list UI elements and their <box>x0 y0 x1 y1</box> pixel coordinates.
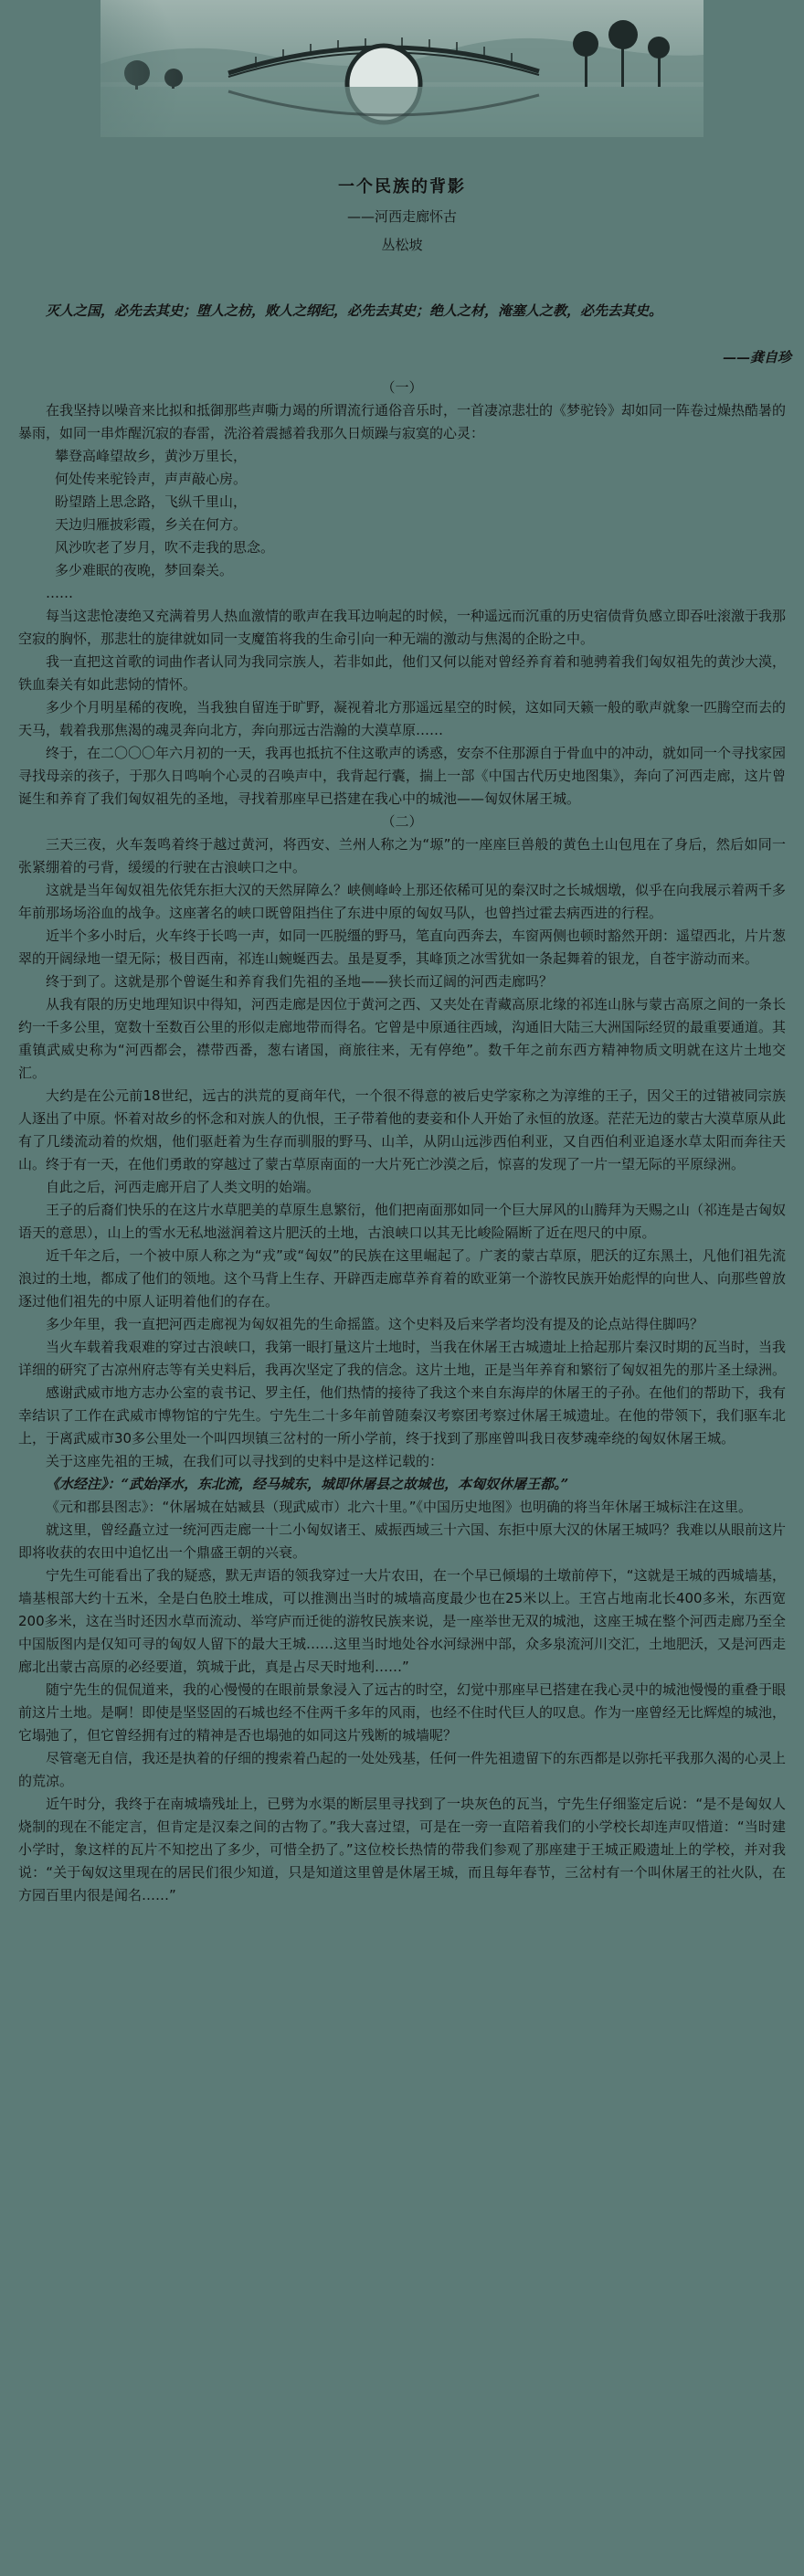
poem-block <box>18 445 786 582</box>
paragraph: 随宁先生的侃侃道来，我的心慢慢的在眼前景象浸入了远古的时空，幻觉中那座早已搭建在我心灵中的城池慢慢的重叠于眼前这片土地。是啊！即使是坚竖固的石城也经不住两千多年的风雨，也经不住时代巨人的叹息。作为一座曾经无比辉煌的城池，它塌弛了，但它曾经拥有过的精神是否也塌弛的如同这片残断的城墙呢？ <box>18 1681 787 1744</box>
paragraph: 多少个月明星稀的夜晚，当我独自留连于旷野，凝视着北方那遥远星空的时候，这如同天籁一般的歌声就象一匹腾空而去的天马，载着我那焦渴的魂灵奔向北方，奔向那远古浩瀚的大漠草原…… <box>18 699 787 738</box>
poem-line: 多少难眠的夜晚，梦回秦关。 <box>55 562 234 578</box>
paragraph: 自此之后，河西走廊开启了人类文明的始端。 <box>46 1179 321 1195</box>
paragraph: 多少年里，我一直把河西走廊视为匈奴祖先的生命摇篮。这个史料及后来学者均没有提及的论点站得住脚吗？ <box>46 1316 704 1332</box>
paragraph: 终于，在二〇〇〇年六月初的一天，我再也抵抗不住这歌声的诱惑，安奈不住那源自于骨血中的冲动，就如同一个寻找家园寻找母亲的孩子，于那久日鸣响个心灵的召唤声中，我背起行囊，揣上一部《中国古代历史地图集》，奔向了河西走廊，这片曾诞生和养育了我们匈奴祖先的圣地，寻找着那座早已搭建在我心中的城池——匈奴休屠王城。 <box>18 745 787 807</box>
article-subtitle: ——河西走廊怀古 <box>346 208 457 225</box>
paragraph: 我一直把这首歌的词曲作者认同为我同宗族人，若非如此，他们又何以能对曾经养育着和驰骋着我们匈奴祖先的黄沙大漠，铁血秦关有如此悲恸的情怀。 <box>18 653 787 693</box>
paragraph: 当火车载着我艰难的穿过古浪峡口，我第一眼打量这片土地时，当我在休屠王古城遗址上拾起那片秦汉时期的瓦当时，当我详细的研究了古凉州府志等有关史料后，我再次坚定了我的信念。这片土地，正是当年养育和繁衍了匈奴祖先的那片圣土绿洲。 <box>18 1339 787 1378</box>
paragraph: 近半个多小时后，火车终于长鸣一声，如同一匹脱缰的野马，笔直向西奔去，车窗两侧也顿时豁然开朗：遥望西北，片片葱翠的开阔绿地一望无际；极目西南，祁连山蜿蜒西去。虽是夏季，其峰顶之冰雪犹如一条起舞着的银龙，自苍宇游动而来。 <box>18 928 787 967</box>
paragraph: 从我有限的历史地理知识中得知，河西走廊是因位于黄河之西、又夹处在青藏高原北缘的祁连山脉与蒙古高原之间的一条长约一千多公里，宽数十至数百公里的形似走廊地带而得名。它曾是中原通往西域，沟通旧大陆三大洲国际经贸的最重要通道。其重镇武威史称为“河西都会，襟带西番，葱右诸国，商旅往来，无有停绝”。数千年之前东西方精神物质文明就在这片土地交汇。 <box>18 996 787 1081</box>
article-author: 丛松坡 <box>381 237 423 253</box>
paragraph: 尽管毫无自信，我还是执着的仔细的搜索着凸起的一处处残基，任何一件先祖遗留下的东西都是以弥托平我那久渴的心灵上的荒凉。 <box>18 1750 787 1789</box>
section-heading-2: （二） <box>381 813 423 830</box>
article-title: 一个民族的背影 <box>338 177 466 196</box>
poem-line: 何处传来驼铃声，声声敲心房。 <box>55 471 248 487</box>
poem-line: 风沙吹老了岁月，吹不走我的思念。 <box>55 539 275 556</box>
paragraph: 《元和郡县图志》：“休屠城在姑臧县（现武威市）北六十里。”《中国历史地图》也明确的将当年休屠王城标注在这里。 <box>46 1499 753 1515</box>
epigraph-source: ——龚自珍 <box>722 349 791 366</box>
paragraph: 宁先生可能看出了我的疑惑，默无声语的领我穿过一大片农田，在一个早已倾塌的土墩前停下，“这就是王城的西城墙基，墙基根部大约十五米，全是白色胶土堆成，可以推测出当时的城墙高度最少也在25米以上。王宫占地南北长400多米，东西宽200多米，这在当时还因水草而流动、举穹庐而迁徙的游牧民族来说，是一座举世无双的城池，这座王城在整个河西走廊乃至全中国版图内是仅知可寻的匈奴人留下的最大王城……这里当时地处谷水河绿洲中部，众多泉流河川交汇，土地肥沃，又是河西走廊北出蒙古高原的必经要道，筑城于此，真是占尽天时地利……” <box>18 1567 787 1675</box>
ellipsis: …… <box>46 585 73 601</box>
poem-line: 盼望踏上思念路，飞纵千里山， <box>55 493 248 510</box>
quote-paragraph: 《水经注》：“武始泽水，东北流，经马城东，城即休屠县之故城也，本匈奴休屠王都。” <box>46 1476 569 1492</box>
section-heading-1: （一） <box>381 379 423 396</box>
poem-line: 天边归雁披彩霞，乡关在何方。 <box>55 516 248 533</box>
article-body <box>18 376 786 1907</box>
paragraph: 近午时分，我终于在南城墙残址上，已劈为水渠的断层里寻找到了一块灰色的瓦当，宁先生仔细鉴定后说：“是不是匈奴人烧制的现在不能定言，但肯定是汉秦之间的古物了。”我大喜过望，可是在一旁一直陪着我们的小学校长却连声叹惜道：“当时建小学时，象这样的瓦片不知挖出了多少，可惜全扔了。”这位校长热情的带我们参观了那座建于王城正殿遗址上的学校，并对我说：“关于匈奴这里现在的居民们很少知道，只是知道这里曾是休屠王城，而且每年春节，三岔村有一个叫休屠王的社火队，在方园百里内很是闻名……” <box>18 1796 786 1903</box>
poem-line: 攀登高峰望故乡，黄沙万里长， <box>55 448 248 464</box>
paragraph: 在我坚持以噪音来比拟和抵御那些声嘶力竭的所谓流行通俗音乐时，一首凄凉悲壮的《梦驼铃》却如同一阵卷过燥热酷暑的暴雨，如同一串炸醒沉寂的春雷，洗浴着震撼着我那久日烦躁与寂寞的心灵： <box>18 402 787 441</box>
epigraph-text: 灭人之国，必先去其史；堕人之枋，败人之纲纪，必先去其史；绝人之材，淹塞人之教，必先去其史。 <box>46 302 663 319</box>
paragraph: 这就是当年匈奴祖先依凭东拒大汉的天然屏障么？峡侧峰岭上那还依稀可见的秦汉时之长城烟墩，似乎在向我展示着两千多年前那场场浴血的战争。这座著名的峡口既曾阻挡住了东进中原的匈奴马队，也曾挡过霍去病西进的行程。 <box>18 882 787 921</box>
paragraph: 王子的后裔们快乐的在这片水草肥美的草原生息繁衍，他们把南面那如同一个巨大屏风的山腾拜为天赐之山（祁连是古匈奴语天的意思），山上的雪水无私地滋润着这片肥沃的土地，古浪峡口以其无比峻险隔断了近在咫尺的中原。 <box>18 1202 787 1241</box>
paragraph: 近千年之后，一个被中原人称之为“戎”或“匈奴”的民族在这里崛起了。广袤的蒙古草原，肥沃的辽东黑土，凡他们祖先流浪过的土地，都成了他们的领地。这个马背上生存、开辟西走廊草养育着的欧亚第一个游牧民族开始彪悍的向世人、向那些曾放逐过他们祖先的中原人证明着他们的存在。 <box>18 1247 787 1309</box>
title-block <box>0 174 804 254</box>
paragraph: 就这里，曾经矗立过一统河西走廊一十二小匈奴诸王、威振西域三十六国、东拒中原大汉的休屠王城吗？我难以从眼前这片即将收获的农田中追忆出一个鼎盛王朝的兴衰。 <box>18 1521 787 1561</box>
paragraph: 感谢武威市地方志办公室的袁书记、罗主任，他们热情的接待了我这个来自东海岸的休屠王的子孙。在他们的帮助下，我有幸结识了工作在武威市博物馆的宁先生。宁先生二十多年前曾随秦汉考察团考察过休屠王城遗址。在他的带领下，我们驱车北上，于离武威市30多公里处一个叫四坝镇三岔村的一所小学前，终于找到了那座曾叫我日夜梦魂牵绕的匈奴休屠王城。 <box>18 1384 787 1447</box>
paragraph: 大约是在公元前18世纪，远古的洪荒的夏商年代，一个很不得意的被后史学家称之为淳维的王子，因父王的过错被同宗族人逐出了中原。怀着对故乡的怀念和对族人的仇恨，王子带着他的妻妾和仆人开始了永恒的放逐。茫茫无边的蒙古大漠草原从此有了几缕流动着的炊烟，他们驱赶着为生存而驯服的野马、山羊，从阴山远涉西伯利亚，又自西伯利亚追逐水草太阳而奔往天山。终于有一天，在他们勇敢的穿越过了蒙古草原南面的一大片死亡沙漠之后，惊喜的发现了一片一望无际的平原绿洲。 <box>18 1087 787 1172</box>
paragraph: 关于这座先祖的王城，在我们可以寻找到的史料中是这样记载的： <box>46 1453 444 1469</box>
header-landscape-image <box>0 0 804 155</box>
paragraph: 终于到了。这就是那个曾诞生和养育我们先祖的圣地——狭长而辽阔的河西走廊吗？ <box>46 973 554 990</box>
paragraph: 每当这悲怆凄绝又充满着男人热血激情的歌声在我耳边响起的时候，一种遥远而沉重的历史宿债背负感立即吞吐滚激于我那空寂的胸怀，那悲壮的旋律就如同一支魔笛将我的生命引向一种无端的激动与焦渴的企盼之中。 <box>18 608 787 647</box>
paragraph: 三天三夜，火车轰鸣着终于越过黄河，将西安、兰州人称之为“塬”的一座座巨兽般的黄色土山包甩在了身后，然后如同一张紧绷着的弓背，缓缓的行驶在古浪峡口之中。 <box>18 836 786 875</box>
